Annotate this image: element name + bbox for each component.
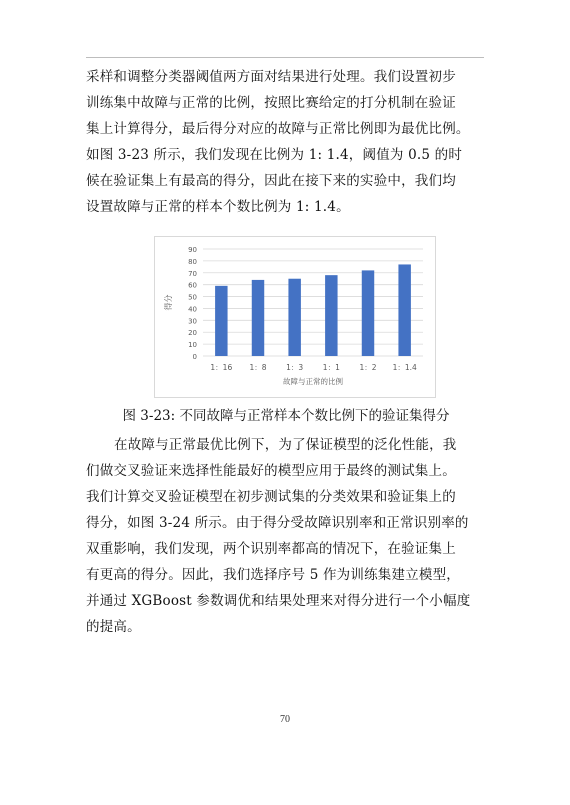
- y-tick-label: 0: [192, 353, 197, 361]
- x-tick-label: 1：3: [286, 363, 304, 372]
- y-axis-label: 得分: [164, 294, 173, 311]
- text-line: 得分，如图 3-24 所示。由于得分受故障识别率和正常识别率的: [86, 515, 469, 531]
- bar: [288, 279, 300, 356]
- y-tick-label: 70: [188, 269, 197, 278]
- text-line: 在故障与正常最优比例下，为了保证模型的泛化性能，我: [114, 437, 457, 453]
- bar: [215, 286, 227, 356]
- text-line: 采样和调整分类器阈值两方面对结果进行处理。我们设置初步: [86, 69, 456, 85]
- text-line: 如图 3-23 所示，我们发现在比例为 1: 1.4，阈值为 0.5 的时: [86, 147, 463, 163]
- bar-chart: [154, 236, 436, 398]
- paragraph-1: [86, 64, 486, 220]
- paragraph-2: [86, 432, 486, 640]
- text-line: 们做交叉验证来选择性能最好的模型应用于最终的测试集上。: [86, 463, 456, 479]
- page-number: 70: [280, 714, 290, 725]
- bar: [362, 270, 374, 356]
- text-line: 我们计算交叉验证模型在初步测试集的分类效果和验证集上的: [86, 489, 456, 505]
- bar: [325, 275, 337, 356]
- x-tick-label: 1：8: [249, 363, 267, 372]
- text-line: 设置故障与正常的样本个数比例为 1: 1.4。: [86, 199, 350, 215]
- x-tick-label: 1：1.4: [392, 363, 417, 372]
- y-tick-label: 90: [188, 246, 197, 254]
- text-line: 有更高的得分。因此，我们选择序号 5 作为训练集建立模型，: [86, 567, 460, 583]
- x-tick-label: 1：1: [322, 363, 340, 372]
- text-line: 双重影响，我们发现，两个识别率都高的情况下，在验证集上: [86, 541, 456, 557]
- text-line: 的提高。: [86, 619, 141, 635]
- bar: [398, 264, 410, 356]
- text-line: 并通过 XGBoost 参数调优和结果处理来对得分进行一个小幅度: [86, 593, 471, 609]
- y-tick-label: 60: [188, 281, 197, 290]
- x-tick-label: 1：2: [359, 363, 377, 372]
- y-tick-label: 10: [188, 341, 197, 350]
- y-tick-label: 30: [188, 317, 197, 326]
- text-line: 集上计算得分，最后得分对应的故障与正常比例即为最优比例。: [86, 121, 470, 137]
- bar: [252, 280, 264, 356]
- x-tick-label: 1：16: [210, 363, 233, 372]
- y-tick-label: 50: [188, 293, 197, 302]
- x-axis-label: 故障与正常的比例: [283, 377, 343, 386]
- text-line: 候在验证集上有最高的得分，因此在接下来的实验中，我们均: [86, 173, 456, 189]
- chart-svg: [155, 237, 435, 397]
- y-tick-label: 80: [188, 257, 197, 266]
- text-line: 训练集中故障与正常的比例，按照比赛给定的打分机制在验证: [86, 95, 456, 111]
- header-rule: [86, 57, 484, 58]
- y-tick-label: 20: [188, 329, 197, 338]
- figure-caption: 图 3-23: 不同故障与正常样本个数比例下的验证集得分: [122, 408, 450, 424]
- y-tick-label: 40: [188, 305, 197, 314]
